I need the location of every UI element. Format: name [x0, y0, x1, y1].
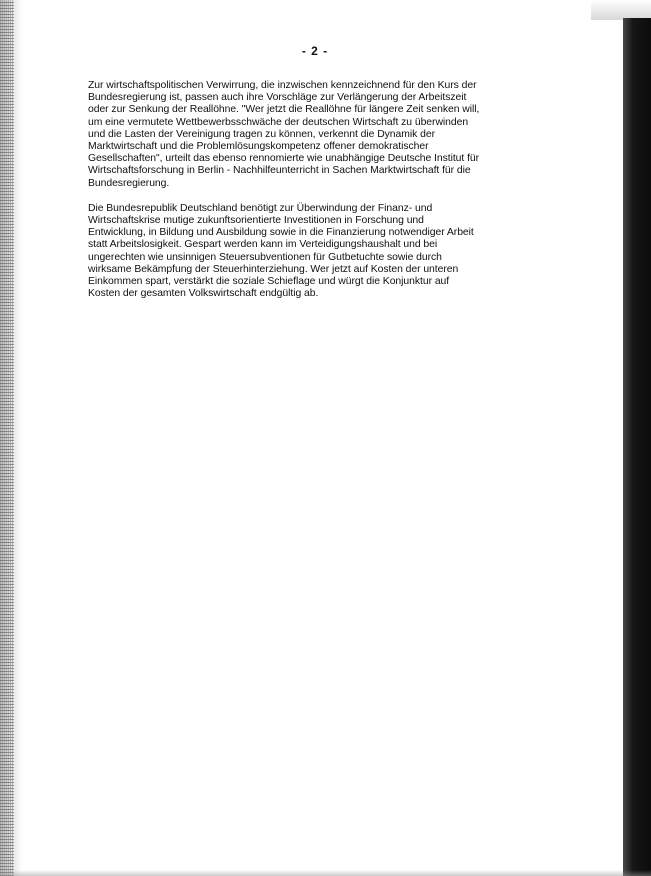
scan-left-edge — [0, 0, 14, 876]
scan-bottom-edge — [0, 870, 651, 876]
text-line: Zur wirtschaftspolitischen Verwirrung, die inzwischen kennzeichnend für den Kurs der — [88, 80, 477, 91]
text-line: Marktwirtschaft und die Problemlösungskompetenz offener demokratischer — [88, 141, 429, 153]
text-line: wirksame Bekämpfung der Steuerhinterziehung. Wer jetzt auf Kosten der unteren — [88, 263, 459, 275]
text-line: Kosten der gesamten Volkswirtschaft endgültig ab. — [88, 288, 319, 300]
body-text — [88, 80, 558, 313]
scan-top-right-corner — [591, 0, 651, 20]
text-line: Wirtschaftskrise mutige zukunftsorientierte Investitionen in Forschung und — [88, 215, 424, 227]
text-line: Bundesregierung. — [88, 177, 170, 189]
page-number: - 2 - — [301, 44, 329, 58]
text-line: Die Bundesrepublik Deutschland benötigt zur Überwindung der Finanz- und — [88, 202, 433, 214]
text-line: Gesellschaften", urteilt das ebenso rennomierte wie unabhängige Deutsche Institut für — [88, 153, 480, 165]
text-line: Bundesregierung ist, passen auch ihre Vorschläge zur Verlängerung der Arbeitszeit — [88, 92, 467, 104]
text-line: ungerechten wie unsinnigen Steuersubventionen für Gutbetuchte sowie durch — [88, 251, 442, 263]
paragraph-1 — [88, 80, 558, 190]
text-line: um eine vermutete Wettbewerbsschwäche der deutschen Wirtschaft zu überwinden — [88, 116, 469, 128]
text-line: und die Lasten der Vereinigung tragen zu können, verkennt die Dynamik der — [88, 128, 435, 140]
text-line: Einkommen spart, verstärkt die soziale Schieflage und würgt die Konjunktur auf — [88, 276, 450, 288]
text-line: Wirtschaftsforschung in Berlin - Nachhilfeunterricht in Sachen Marktwirtschaft für die — [88, 165, 471, 177]
text-line: oder zur Senkung der Reallöhne. "Wer jetzt die Reallöhne für längere Zeit senken will, — [88, 104, 480, 116]
scan-right-edge — [623, 18, 651, 876]
text-line: Entwicklung, in Bildung und Ausbildung sowie in die Finanzierung notwendiger Arbeit — [88, 227, 474, 239]
paragraph-2 — [88, 203, 558, 301]
text-line: statt Arbeitslosigkeit. Gespart werden kann im Verteidigungshaushalt und bei — [88, 239, 438, 251]
